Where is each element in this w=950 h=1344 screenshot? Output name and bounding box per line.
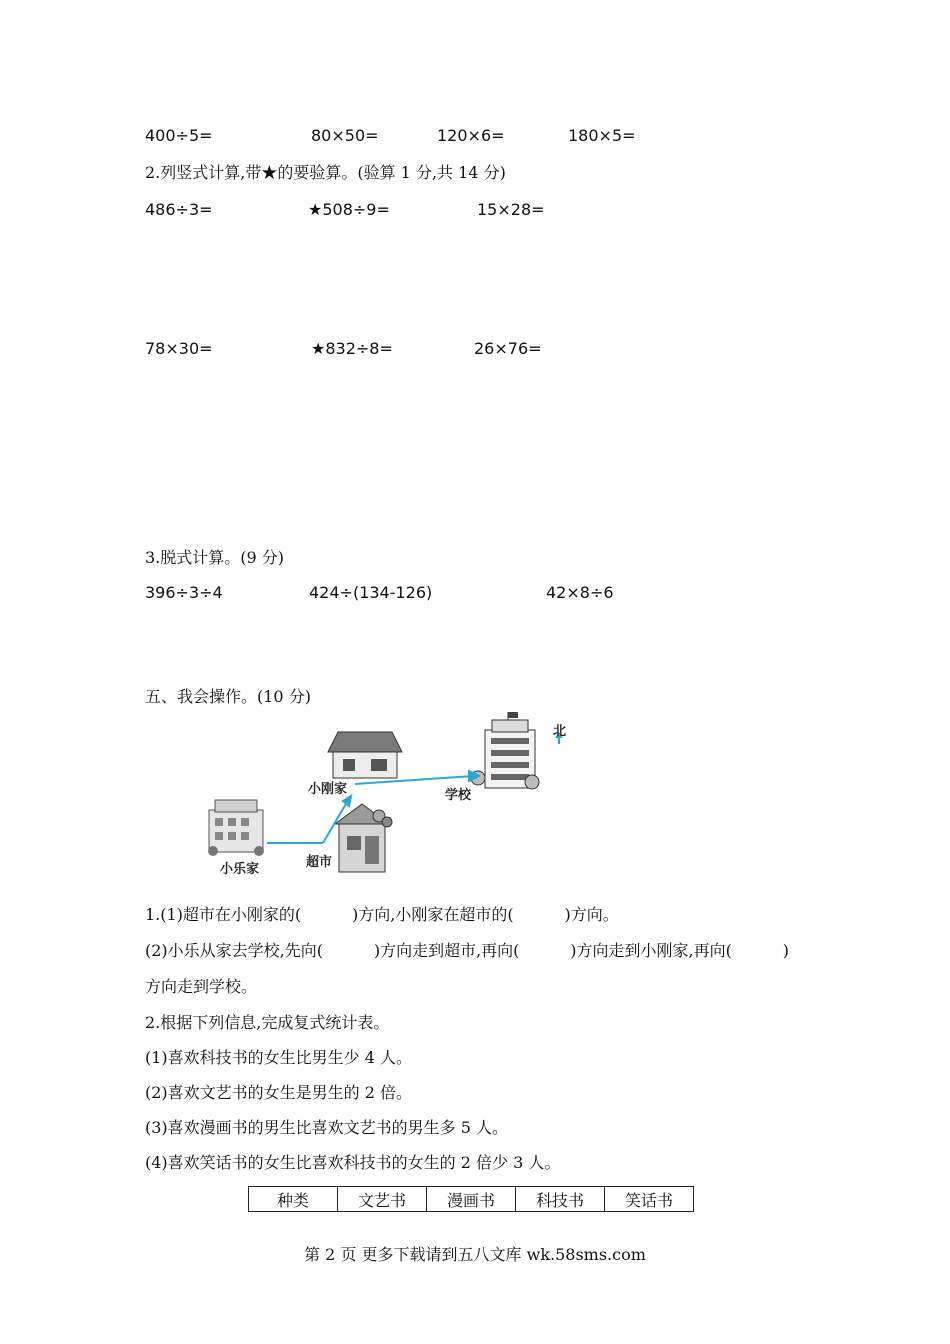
s5-q1-line2: (2)小乐从家去学校,先向( )方向走到超市,再向( )方向走到小刚家,再向( ) <box>145 941 789 960</box>
xiaole-home-icon <box>208 800 264 856</box>
page-footer: 第 2 页 更多下载请到五八文库 wk.58sms.com <box>304 1245 646 1264</box>
q2-item-4: 78×30= <box>145 339 213 358</box>
q3-item-3: 42×8÷6 <box>546 583 614 602</box>
table-header-cell: 笑话书 <box>605 1187 694 1212</box>
route-map <box>195 712 575 887</box>
oral-calc-1: 400÷5= <box>145 126 213 145</box>
s5-q2-title: 2.根据下列信息,完成复式统计表。 <box>145 1013 390 1032</box>
section5-title: 五、我会操作。(10 分) <box>145 687 311 706</box>
supermarket-label: 超市 <box>306 855 333 870</box>
supermarket-icon <box>335 804 392 872</box>
q2-item-2: ★508÷9= <box>308 200 390 219</box>
table-header-row <box>249 1187 694 1212</box>
statistics-table <box>248 1186 694 1212</box>
xiaogang-house-icon <box>328 732 402 778</box>
table-header-cell: 文艺书 <box>338 1187 427 1212</box>
table-header-cell: 漫画书 <box>427 1187 516 1212</box>
clue-3: (3)喜欢漫画书的男生比喜欢文艺书的男生多 5 人。 <box>145 1118 509 1137</box>
q3-item-1: 396÷3÷4 <box>145 583 223 602</box>
table-header-cell: 种类 <box>249 1187 338 1212</box>
q3-item-2: 424÷(134-126) <box>309 583 433 602</box>
q2-item-5: ★832÷8= <box>311 339 393 358</box>
xiaogang-home-label: 小刚家 <box>308 782 348 797</box>
s5-q1-line1: 1.(1)超市在小刚家的( )方向,小刚家在超市的( )方向。 <box>145 905 619 924</box>
north-label: 北 <box>553 724 567 739</box>
oral-calc-3: 120×6= <box>437 126 505 145</box>
q2-item-3: 15×28= <box>477 200 545 219</box>
school-building-icon <box>471 712 539 789</box>
oral-calc-4: 180×5= <box>568 126 636 145</box>
school-label: 学校 <box>445 788 472 803</box>
clue-4: (4)喜欢笑话书的女生比喜欢科技书的女生的 2 倍少 3 人。 <box>145 1153 561 1172</box>
table-header-cell: 科技书 <box>516 1187 605 1212</box>
q3-title: 3.脱式计算。(9 分) <box>145 548 285 567</box>
s5-q1-line3: 方向走到学校。 <box>145 977 258 996</box>
clue-1: (1)喜欢科技书的女生比男生少 4 人。 <box>145 1048 413 1067</box>
q2-item-6: 26×76= <box>474 339 542 358</box>
q2-item-1: 486÷3= <box>145 200 213 219</box>
clue-2: (2)喜欢文艺书的女生是男生的 2 倍。 <box>145 1083 413 1102</box>
q2-title: 2.列竖式计算,带★的要验算。(验算 1 分,共 14 分) <box>145 163 506 182</box>
oral-calc-2: 80×50= <box>311 126 379 145</box>
xiaole-home-label: 小乐家 <box>220 862 260 877</box>
